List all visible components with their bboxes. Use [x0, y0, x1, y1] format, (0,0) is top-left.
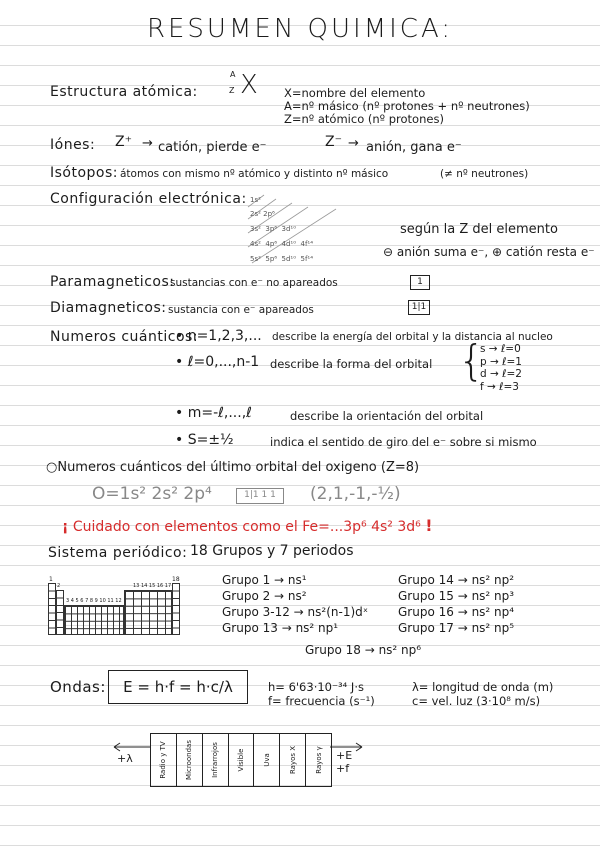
configuracion-heading: Configuración electrónica: — [50, 191, 247, 207]
group-18: Grupo 18 → ns² np⁶ — [305, 643, 422, 657]
ondas-formula: E = h·f = h·c/λ — [108, 670, 248, 704]
spectrum-cell: Uva — [254, 734, 280, 786]
groups-left — [222, 572, 368, 636]
config-note-2: ⊖ anión suma e⁻, ⊕ catión resta e⁻ — [383, 245, 595, 259]
orbital-list — [480, 343, 522, 393]
spectrum-cell: Infrarrojos — [203, 734, 229, 786]
spectrum-right-label-1: +E — [336, 749, 353, 762]
orbital-d: d → ℓ=2 — [480, 368, 522, 380]
ondas-lambda: λ= longitud de onda (m) — [412, 680, 554, 694]
orbital-p: p → ℓ=1 — [480, 355, 522, 368]
group-1: Grupo 1 → ns¹ — [222, 573, 307, 587]
numero-s-desc: indica el sentido de giro del e⁻ sobre si mismo — [270, 435, 537, 449]
spectrum-cell: Visible — [229, 734, 255, 786]
oxigeno-numbers: (2,1,-1,-½) — [310, 484, 401, 504]
oxigeno-heading: ○Numeros cuánticos del último orbital del oxigeno (Z=8) — [46, 460, 420, 475]
config-row-5: 5s² 5p⁶ 5d¹⁰ 5f¹⁴ — [250, 255, 314, 263]
diamagnetic-orbital-box: 1|1 — [408, 300, 430, 315]
group-2: Grupo 2 → ns² — [222, 589, 307, 603]
isotopos-text: átomos con mismo nº atómico y distinto nº másico — [120, 168, 389, 180]
iones-heading: Iónes: — [50, 137, 96, 153]
numero-m: • m=-ℓ,...,ℓ — [175, 405, 252, 421]
isotopos-heading: Isótopos: — [50, 165, 119, 181]
spectrum-table — [150, 733, 332, 787]
pt-label-right: 13 14 15 16 17 — [133, 583, 172, 589]
group-15: Grupo 15 → ns² np³ — [398, 589, 515, 603]
numero-m-desc: describe la orientación del orbital — [290, 409, 484, 423]
anion-text: anión, gana e⁻ — [366, 140, 462, 155]
numero-n-desc: describe la energía del orbital y la distancia al nucleo — [272, 331, 553, 343]
exclamation-icon: ! — [425, 516, 433, 535]
estructura-line3: Z=nº atómico (nº protones) — [284, 112, 444, 126]
config-row-1: 1s² — [250, 196, 261, 204]
config-row-4: 4s² 4p⁶ 4d¹⁰ 4f¹⁴ — [250, 240, 314, 248]
paramagnetic-orbital-box: 1 — [410, 275, 430, 290]
symbol-z: Z — [229, 86, 235, 95]
numero-l: • ℓ=0,...,n-1 — [175, 354, 260, 370]
ondas-h: h= 6'63·10⁻³⁴ J·s — [268, 680, 364, 694]
minus-circle-icon: ⊖ — [383, 245, 394, 259]
estructura-line1: X=nombre del elemento — [284, 86, 426, 100]
spectrum-cell: Microondas — [177, 734, 203, 786]
brace-icon: { — [458, 336, 485, 385]
numero-n: • n=1,2,3,... — [175, 328, 262, 344]
group-3-12: Grupo 3-12 → ns²(n-1)dˣ — [222, 605, 369, 619]
spectrum-right-label-2: +f — [336, 762, 350, 775]
oxigeno-config: O=1s² 2s² 2p⁴ — [92, 484, 212, 504]
orbital-f: f → ℓ=3 — [480, 380, 519, 393]
estructura-line2: A=nº másico (nº protones + nº neutrones) — [284, 99, 530, 113]
pt-label-mid: 3 4 5 6 7 8 9 10 11 12 — [66, 598, 122, 604]
cation-text: catión, pierde e⁻ — [158, 140, 267, 155]
ondas-f: f= frecuencia (s⁻¹) — [268, 694, 375, 708]
numero-s: • S=±½ — [175, 432, 234, 448]
sistema-heading: Sistema periódico: — [48, 545, 188, 561]
diamagneticos-text: sustancia con e⁻ apareados — [168, 304, 314, 316]
cuidado-warning: ¡ Cuidado con elementos como el Fe=...3p⁶ 4s² 3d⁶ ! — [62, 516, 433, 535]
group-14: Grupo 14 → ns² np² — [398, 573, 515, 587]
group-16: Grupo 16 → ns² np⁴ — [398, 605, 515, 619]
pt-label-1: 1 — [49, 576, 53, 583]
config-note-1: según la Z del elemento — [400, 222, 558, 237]
bullet-circle-icon: ○ — [46, 460, 58, 475]
spectrum-left-label: +λ — [117, 752, 133, 765]
paramagneticos-text: sustancias con e⁻ no apareados — [170, 277, 338, 289]
arrow-icon: → — [348, 136, 359, 151]
page-title: RESUMEN QUIMICA: — [146, 14, 454, 44]
pt-label-18: 18 — [172, 576, 180, 583]
cation-symbol: Z⁺ — [115, 134, 132, 150]
orbital-s: s → ℓ=0 — [480, 343, 521, 355]
sistema-text: 18 Grupos y 7 periodos — [190, 543, 354, 559]
spectrum-cell: Rayos γ — [314, 746, 323, 774]
plus-circle-icon: ⊕ — [492, 245, 503, 259]
config-row-3: 3s² 3p⁶ 3d¹⁰ — [250, 225, 297, 233]
ondas-c: c= vel. luz (3·10⁸ m/s) — [412, 694, 541, 708]
diamagneticos-heading: Diamagneticos: — [50, 300, 167, 316]
estructura-heading: Estructura atómica: — [50, 84, 198, 100]
oxigeno-orbital-boxes: 1|1 1 1 — [236, 488, 284, 504]
pt-label-2: 2 — [57, 583, 61, 589]
exclamation-icon: ¡ — [62, 519, 69, 535]
arrow-icon: → — [142, 136, 153, 151]
groups-right — [398, 572, 514, 636]
symbol-x: X — [240, 70, 258, 100]
symbol-a: A — [230, 70, 236, 79]
periodic-table-diagram — [48, 583, 180, 635]
group-13: Grupo 13 → ns² np¹ — [222, 621, 339, 635]
numero-l-desc: describe la forma del orbital — [270, 357, 433, 371]
ondas-heading: Ondas: — [50, 678, 106, 696]
spectrum-cell: Radio y TV — [151, 734, 177, 786]
left-arrow-icon — [112, 742, 152, 752]
config-row-2: 2s² 2p⁶ — [250, 210, 275, 218]
spectrum-cell: Rayos X — [280, 734, 306, 786]
group-17: Grupo 17 → ns² np⁵ — [398, 621, 515, 635]
numeros-heading: Numeros cuánticos: — [50, 329, 199, 345]
anion-symbol: Z⁻ — [325, 134, 342, 150]
isotopos-note: (≠ nº neutrones) — [440, 168, 529, 180]
paramagneticos-heading: Paramagneticos: — [50, 274, 175, 290]
